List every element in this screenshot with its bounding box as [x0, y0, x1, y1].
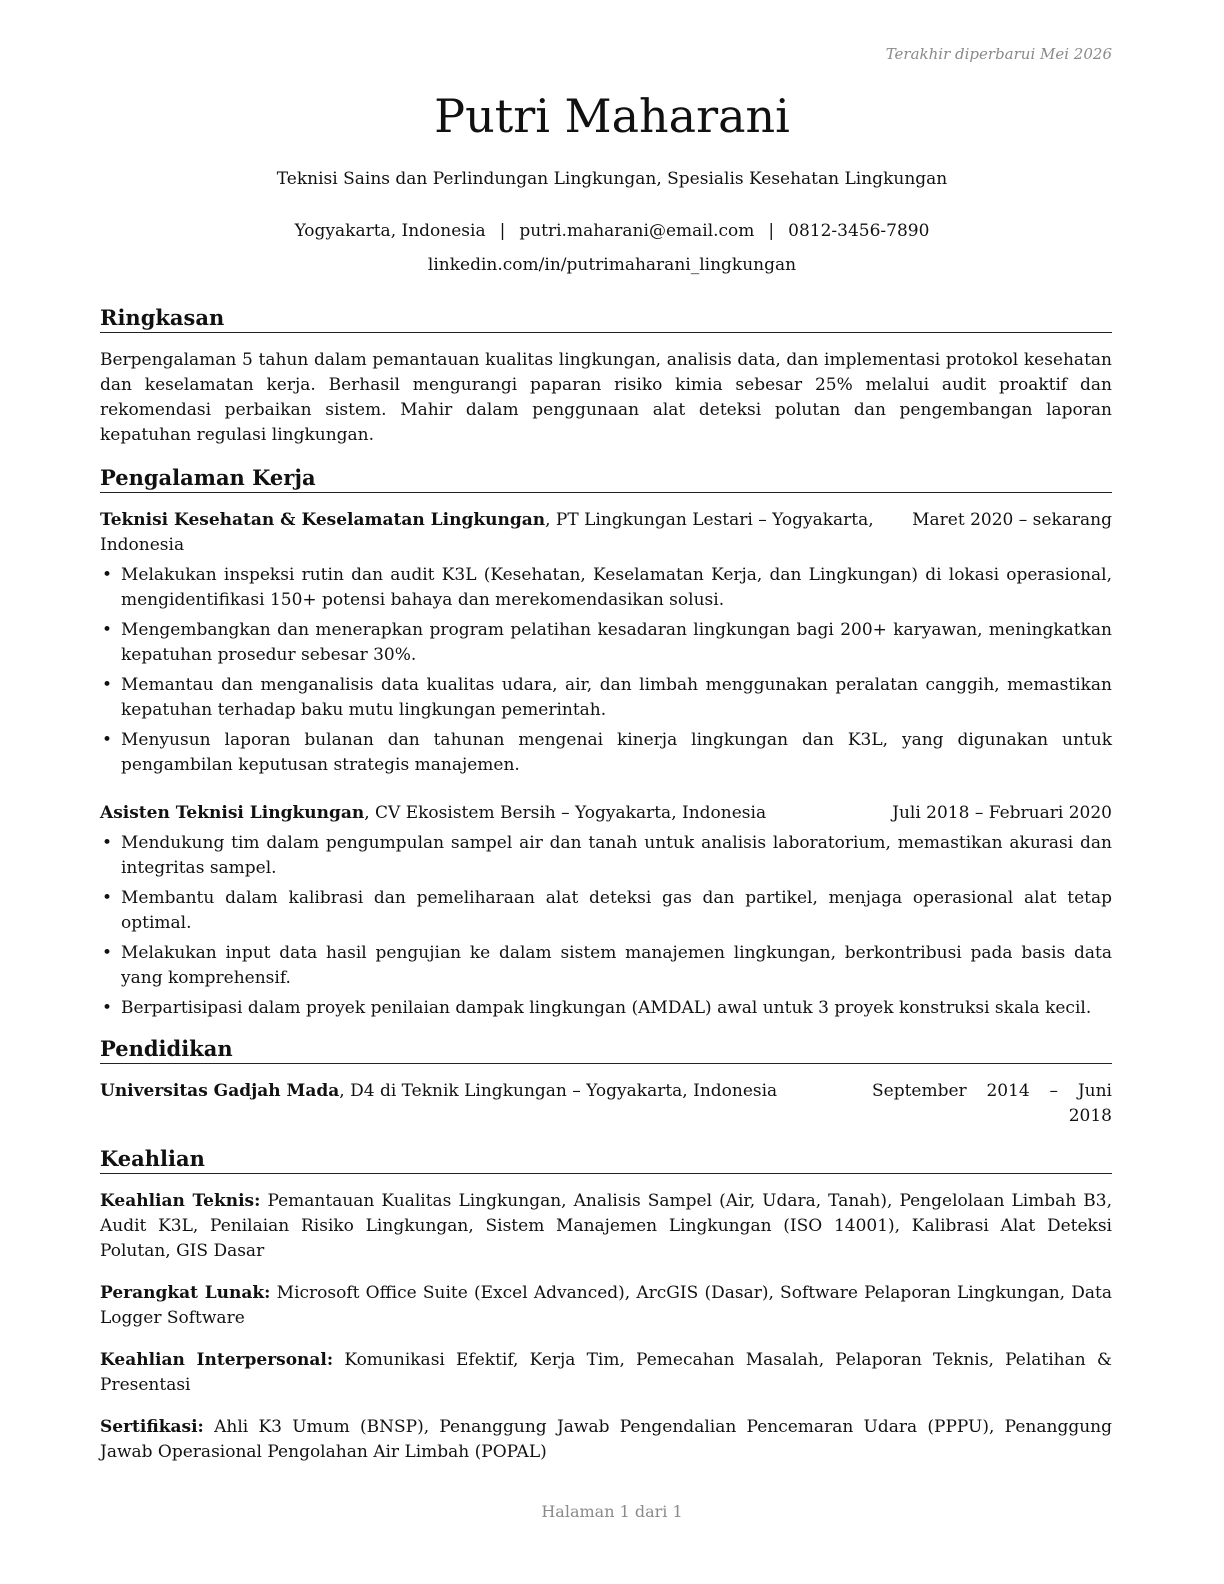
- job-entry: [100, 801, 1112, 1021]
- skill-text: Ahli K3 Umum (BNSP), Penanggung Jawab Pengendalian Pencemaran Udara (PPPU), Penanggung Jawab Operasional Pengolahan Air Limbah (POPAL): [100, 1417, 1112, 1462]
- summary-section: [100, 304, 1112, 448]
- skill-text: Microsoft Office Suite (Excel Advanced), ArcGIS (Dasar), Software Pelaporan Lingkungan, Data Logger Software: [100, 1283, 1113, 1328]
- job-bullet-list: [100, 831, 1112, 1021]
- phone-text: 0812-3456-7890: [788, 221, 930, 241]
- contact-separator: |: [768, 221, 775, 241]
- section-heading-education: Pendidikan: [100, 1035, 1112, 1064]
- job-bullet: [100, 886, 1112, 936]
- bullet-icon: •: [102, 943, 113, 963]
- bullet-icon: •: [102, 888, 113, 908]
- section-heading-skills: Keahlian: [100, 1145, 1112, 1174]
- bullet-text: Menyusun laporan bulanan dan tahunan mengenai kinerja lingkungan dan K3L, yang digunakan untuk pengambilan keputusan strategis manajemen.: [121, 730, 1112, 775]
- candidate-name: Putri Maharani: [434, 89, 790, 143]
- last-updated-note: Terakhir diperbarui Mei 2026: [885, 45, 1112, 63]
- skill-group-certification: [100, 1415, 1112, 1465]
- job-title-line: [100, 508, 912, 558]
- degree-detail: , D4 di Teknik Lingkungan – Yogyakarta, Indonesia: [339, 1081, 778, 1101]
- school-name: Universitas Gadjah Mada: [100, 1081, 340, 1101]
- bullet-text: Membantu dalam kalibrasi dan pemeliharaan alat deteksi gas dan partikel, menjaga operasional alat tetap optimal.: [121, 888, 1112, 933]
- job-org: , PT Lingkungan Lestari – Yogyakarta, Indonesia: [100, 510, 874, 555]
- section-heading-experience: Pengalaman Kerja: [100, 464, 1112, 493]
- job-bullet: [100, 941, 1112, 991]
- candidate-title: Teknisi Sains dan Perlindungan Lingkungan, Spesialis Kesehatan Lingkungan: [276, 169, 948, 189]
- job-header: [100, 508, 1112, 558]
- skill-label: Keahlian Teknis:: [100, 1191, 261, 1211]
- resume-body: [100, 304, 1112, 1482]
- bullet-text: Mengembangkan dan menerapkan program pelatihan kesadaran lingkungan bagi 200+ karyawan, meningkatkan kepatuhan prosedur sebesar 30%.: [121, 620, 1112, 665]
- email-link[interactable]: putri.maharani@email.com: [519, 221, 755, 241]
- education-section: [100, 1035, 1112, 1129]
- skills-section: [100, 1145, 1112, 1465]
- location-text: Yogyakarta, Indonesia: [294, 221, 486, 241]
- job-dates: Maret 2020 – sekarang: [912, 510, 1112, 530]
- job-bullet: [100, 831, 1112, 881]
- skill-text: Pemantauan Kualitas Lingkungan, Analisis Sampel (Air, Udara, Tanah), Pengelolaan Limbah B3, Audit K3L, Penilaian Risiko Lingkungan, Sistem Manajemen Lingkungan (ISO 14001), Kalibrasi Alat Deteksi Polutan, GIS Dasar: [100, 1191, 1113, 1261]
- skill-group-software: [100, 1281, 1112, 1331]
- bullet-icon: •: [102, 620, 113, 640]
- bullet-text: Berpartisipasi dalam proyek penilaian dampak lingkungan (AMDAL) awal untuk 3 proyek konstruksi skala kecil.: [121, 998, 1092, 1018]
- bullet-text: Melakukan input data hasil pengujian ke dalam sistem manajemen lingkungan, berkontribusi pada basis data yang komprehensif.: [121, 943, 1112, 988]
- education-dates: September 2014 – Juni 2018: [872, 1081, 1112, 1126]
- bullet-icon: •: [102, 565, 113, 585]
- summary-text: Berpengalaman 5 tahun dalam pemantauan kualitas lingkungan, analisis data, dan implementasi protokol kesehatan dan keselamatan kerja. Berhasil mengurangi paparan risiko kimia sebesar 25% melalui audit proaktif dan rekomendasi perbaikan sistem. Mahir dalam penggunaan alat deteksi polutan dan pengembangan laporan kepatuhan regulasi lingkungan.: [100, 350, 1112, 445]
- job-bullet: [100, 673, 1112, 723]
- contact-separator: |: [499, 221, 506, 241]
- skill-text: Komunikasi Efektif, Kerja Tim, Pemecahan Masalah, Pelaporan Teknis, Pelatihan & Presentasi: [100, 1350, 1112, 1395]
- job-org: , CV Ekosistem Bersih – Yogyakarta, Indonesia: [364, 803, 767, 823]
- experience-section: [100, 464, 1112, 1021]
- skill-label: Perangkat Lunak:: [100, 1283, 271, 1303]
- job-bullet: [100, 996, 1112, 1021]
- bullet-text: Memantau dan menganalisis data kualitas udara, air, dan limbah menggunakan peralatan canggih, memastikan kepatuhan terhadap baku mutu lingkungan pemerintah.: [121, 675, 1112, 720]
- skill-group-interpersonal: [100, 1348, 1112, 1398]
- skill-label: Keahlian Interpersonal:: [100, 1350, 334, 1370]
- bullet-icon: •: [102, 833, 113, 853]
- bullet-icon: •: [102, 730, 113, 750]
- section-heading-summary: Ringkasan: [100, 304, 1112, 333]
- contact-line: [0, 219, 1224, 243]
- education-title-line: [100, 1079, 777, 1129]
- bullet-icon: •: [102, 675, 113, 695]
- skill-label: Sertifikasi:: [100, 1417, 204, 1437]
- bullet-text: Mendukung tim dalam pengumpulan sampel air dan tanah untuk analisis laboratorium, memastikan akurasi dan integritas sampel.: [121, 833, 1112, 878]
- job-bullet: [100, 728, 1112, 778]
- job-bullet-list: [100, 563, 1112, 778]
- job-dates: Juli 2018 – Februari 2020: [892, 803, 1112, 823]
- bullet-icon: •: [102, 998, 113, 1018]
- job-header: [100, 801, 1112, 826]
- linkedin-link[interactable]: linkedin.com/in/putrimaharani_lingkungan: [427, 255, 797, 275]
- bullet-text: Melakukan inspeksi rutin dan audit K3L (Kesehatan, Keselamatan Kerja, dan Lingkungan) di lokasi operasional, mengidentifikasi 150+ potensi bahaya dan merekomendasikan solusi.: [121, 565, 1112, 610]
- job-role: Asisten Teknisi Lingkungan: [100, 803, 365, 823]
- page-number-footer: Halaman 1 dari 1: [541, 1502, 683, 1521]
- job-entry: [100, 508, 1112, 778]
- job-title-line: [100, 801, 892, 826]
- job-bullet: [100, 618, 1112, 668]
- skill-group-technical: [100, 1189, 1112, 1264]
- job-role: Teknisi Kesehatan & Keselamatan Lingkungan: [100, 510, 546, 530]
- job-bullet: [100, 563, 1112, 613]
- education-entry: [100, 1079, 1112, 1129]
